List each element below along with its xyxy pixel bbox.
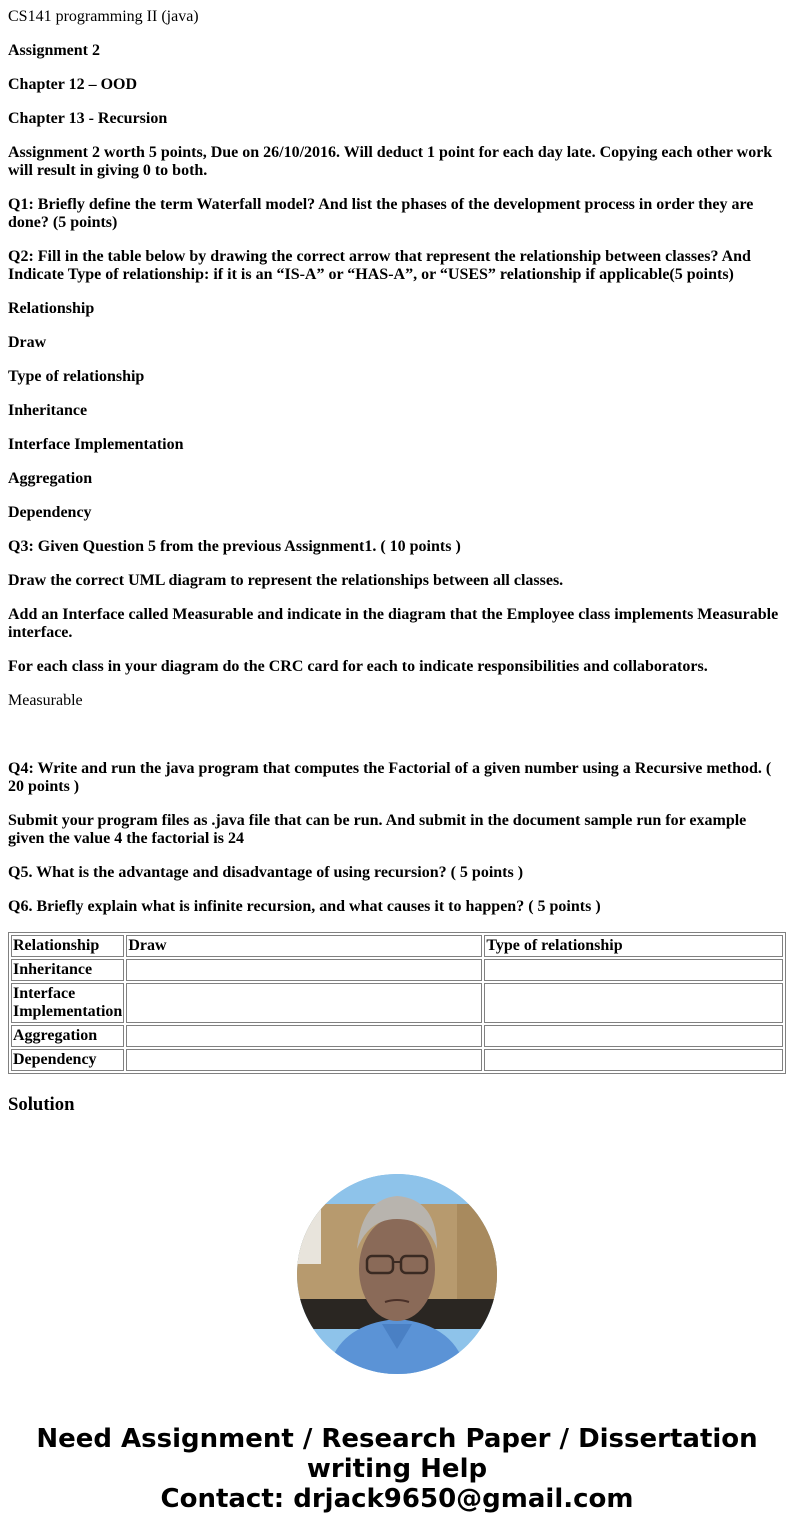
measurable-label: Measurable [8,692,83,709]
promo-line-2: writing Help [306,1454,488,1484]
solution-heading: Solution [8,1094,75,1115]
q2-item: Relationship [8,300,95,317]
table-cell [484,1025,783,1047]
table-cell: Aggregation [11,1025,124,1047]
table-row [11,1049,783,1071]
avatar-container [8,1174,786,1374]
header-cell: Type of relationship [484,935,783,957]
table-row [11,959,783,981]
table-row [11,1025,783,1047]
table-cell [484,983,783,1023]
table-header-row [11,935,783,957]
q2-item: Type of relationship [8,368,145,385]
question-4-submit: Submit your program files as .java file that can be run. And submit in the document sample run for example given the value 4 the factorial is 24 [8,812,747,847]
table-cell: Inheritance [11,959,124,981]
q2-item: Aggregation [8,470,93,487]
question-3-part-b: Add an Interface called Measurable and indicate in the diagram that the Employee class implements Measurable interface. [8,606,779,641]
table-cell [126,1025,482,1047]
table-cell [484,959,783,981]
header-cell: Relationship [11,935,124,957]
question-1: Q1: Briefly define the term Waterfall model? And list the phases of the development process in order they are done? (5 points) [8,196,754,231]
chapter-13: Chapter 13 - Recursion [8,110,168,127]
table-cell [126,1049,482,1071]
table-cell [484,1049,783,1071]
relationship-table [8,932,786,1074]
q2-item: Inheritance [8,402,88,419]
person-photo-icon [297,1174,497,1374]
header-cell: Draw [126,935,482,957]
q2-item: Dependency [8,504,92,521]
question-5: Q5. What is the advantage and disadvantage of using recursion? ( 5 points ) [8,864,524,881]
promo-contact: Contact: drjack9650@gmail.com [160,1484,634,1514]
assignment-heading: Assignment 2 [8,42,101,59]
chapter-12: Chapter 12 – OOD [8,76,138,93]
question-3: Q3: Given Question 5 from the previous Assignment1. ( 10 points ) [8,538,461,555]
q2-item: Interface Implementation [8,436,184,453]
table-cell [126,959,482,981]
table-row [11,983,783,1023]
course-title: CS141 programming II (java) [8,8,199,25]
spacer [8,726,786,760]
q2-item: Draw [8,334,47,351]
table-cell: Dependency [11,1049,124,1071]
table-cell [126,983,482,1023]
avatar [297,1174,497,1374]
promo-banner [8,1424,786,1514]
question-3-part-c: For each class in your diagram do the CRC card for each to indicate responsibilities and collaborators. [8,658,708,675]
question-6: Q6. Briefly explain what is infinite recursion, and what causes it to happen? ( 5 points ) [8,898,601,915]
promo-line-1: Need Assignment / Research Paper / Dissertation [36,1424,758,1454]
question-2: Q2: Fill in the table below by drawing the correct arrow that represent the relationship between classes? And Indicate Type of relationship: if it is an “IS-A” or “HAS-A”, or “USES” relationship if applicable(5 points) [8,248,751,283]
assignment-notice: Assignment 2 worth 5 points, Due on 26/10/2016. Will deduct 1 point for each day late. Copying each other work will result in giving 0 to both. [8,144,773,179]
table-cell: Interface Implementation [11,983,124,1023]
question-3-part-a: Draw the correct UML diagram to represent the relationships between all classes. [8,572,564,589]
question-4: Q4: Write and run the java program that computes the Factorial of a given number using a Recursive method. ( 20 points ) [8,760,772,795]
